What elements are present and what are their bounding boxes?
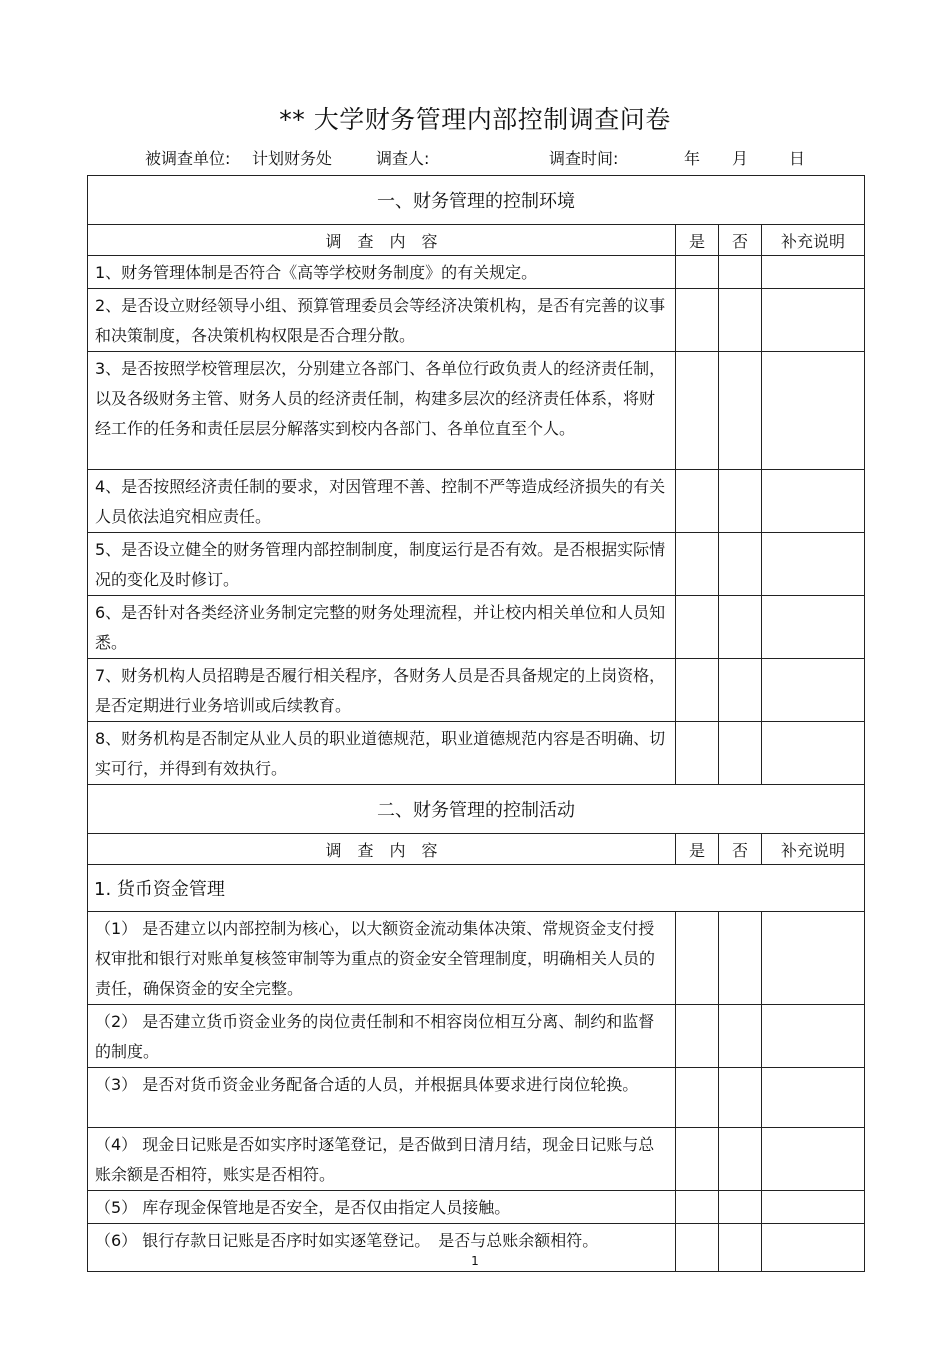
header-note: 补充说明 <box>762 225 865 256</box>
no-cell[interactable] <box>719 256 762 289</box>
yes-cell[interactable] <box>676 289 719 352</box>
question-text: 2、是否设立财经领导小组、预算管理委员会等经济决策机构，是否有完善的议事和决策制度，各决策机构权限是否合理分散。 <box>88 289 676 352</box>
unit-value: 计划财务处 <box>252 149 333 168</box>
question-text: （2） 是否建立货币资金业务的岗位责任制和不相容岗位相互分离、制约和监督的制度。 <box>88 1005 676 1068</box>
note-cell[interactable] <box>762 912 865 1005</box>
subsection-title: 1. 货币资金管理 <box>88 865 865 912</box>
time-label: 调查时间: <box>549 149 619 168</box>
yes-cell[interactable] <box>676 912 719 1005</box>
header-content: 调查内容 <box>88 834 676 865</box>
question-text: 7、财务机构人员招聘是否履行相关程序，各财务人员是否具备规定的上岗资格，是否定期进行业务培训或后续教育。 <box>88 659 676 722</box>
table-row <box>88 722 865 785</box>
no-cell[interactable] <box>719 1005 762 1068</box>
question-text: （3） 是否对货币资金业务配备合适的人员，并根据具体要求进行岗位轮换。 <box>88 1068 676 1128</box>
note-cell[interactable] <box>762 470 865 533</box>
yes-cell[interactable] <box>676 470 719 533</box>
question-text: （4） 现金日记账是否如实序时逐笔登记，是否做到日清月结，现金日记账与总账余额是否相符，账实是否相符。 <box>88 1128 676 1191</box>
no-cell[interactable] <box>719 1128 762 1191</box>
page-number: 1 <box>471 1254 479 1268</box>
no-cell[interactable] <box>719 1068 762 1128</box>
no-cell[interactable] <box>719 352 762 470</box>
table-row <box>88 912 865 1005</box>
question-text: （6） 银行存款日记账是否序时如实逐笔登记。 是否与总账余额相符。 <box>88 1224 676 1272</box>
section-2-title: 二、财务管理的控制活动 <box>88 785 865 834</box>
question-text: （5） 库存现金保管地是否安全，是否仅由指定人员接触。 <box>88 1191 676 1224</box>
table-row <box>88 352 865 470</box>
no-cell[interactable] <box>719 596 762 659</box>
note-cell[interactable] <box>762 1068 865 1128</box>
header-no: 否 <box>719 834 762 865</box>
question-text: 4、是否按照经济责任制的要求，对因管理不善、控制不严等造成经济损失的有关人员依法追究相应责任。 <box>88 470 676 533</box>
note-cell[interactable] <box>762 722 865 785</box>
table-row <box>88 289 865 352</box>
yes-cell[interactable] <box>676 533 719 596</box>
no-cell[interactable] <box>719 289 762 352</box>
note-cell[interactable] <box>762 596 865 659</box>
table-row <box>88 1068 865 1128</box>
page-title: ** 大学财务管理内部控制调查问卷 <box>279 105 671 134</box>
yes-cell[interactable] <box>676 256 719 289</box>
table-row <box>88 470 865 533</box>
day-label: 日 <box>789 149 806 168</box>
subsection-row <box>88 865 865 912</box>
note-cell[interactable] <box>762 1128 865 1191</box>
table-row <box>88 1191 865 1224</box>
header-no: 否 <box>719 225 762 256</box>
question-text: 3、是否按照学校管理层次，分别建立各部门、各单位行政负责人的经济责任制，以及各级财务主管、财务人员的经济责任制，构建多层次的经济责任体系，将财经工作的任务和责任层层分解落实到校内各部门、各单位直至个人。 <box>88 352 676 470</box>
note-cell[interactable] <box>762 1191 865 1224</box>
unit-label: 被调查单位: <box>145 149 231 168</box>
header-yes: 是 <box>676 834 719 865</box>
table-row <box>88 659 865 722</box>
yes-cell[interactable] <box>676 1005 719 1068</box>
table-row <box>88 533 865 596</box>
note-cell[interactable] <box>762 352 865 470</box>
note-cell[interactable] <box>762 256 865 289</box>
no-cell[interactable] <box>719 470 762 533</box>
header-note: 补充说明 <box>762 834 865 865</box>
yes-cell[interactable] <box>676 1068 719 1128</box>
question-text: 1、财务管理体制是否符合《高等学校财务制度》的有关规定。 <box>88 256 676 289</box>
section-2-row <box>88 785 865 834</box>
header-content: 调查内容 <box>88 225 676 256</box>
no-cell[interactable] <box>719 533 762 596</box>
question-text: 8、财务机构是否制定从业人员的职业道德规范，职业道德规范内容是否明确、切实可行，并得到有效执行。 <box>88 722 676 785</box>
table-row <box>88 1128 865 1191</box>
no-cell[interactable] <box>719 1191 762 1224</box>
yes-cell[interactable] <box>676 352 719 470</box>
table-row <box>88 1005 865 1068</box>
note-cell[interactable] <box>762 659 865 722</box>
yes-cell[interactable] <box>676 596 719 659</box>
question-text: 6、是否针对各类经济业务制定完整的财务处理流程，并让校内相关单位和人员知悉。 <box>88 596 676 659</box>
no-cell[interactable] <box>719 912 762 1005</box>
survey-table <box>87 175 865 1272</box>
yes-cell[interactable] <box>676 659 719 722</box>
surveyor-label: 调查人: <box>376 149 430 168</box>
question-text: （1） 是否建立以内部控制为核心，以大额资金流动集体决策、常规资金支付授权审批和银行对账单复核签审制等为重点的资金安全管理制度，明确相关人员的责任，确保资金的安全完整。 <box>88 912 676 1005</box>
note-cell[interactable] <box>762 1005 865 1068</box>
table-row <box>88 256 865 289</box>
yes-cell[interactable] <box>676 1191 719 1224</box>
yes-cell[interactable] <box>676 1128 719 1191</box>
month-label: 月 <box>732 149 749 168</box>
header-row <box>88 834 865 865</box>
yes-cell[interactable] <box>676 722 719 785</box>
year-label: 年 <box>684 149 701 168</box>
section-1-title: 一、财务管理的控制环境 <box>88 176 865 225</box>
header-row <box>88 225 865 256</box>
section-1-row <box>88 176 865 225</box>
table-row <box>88 596 865 659</box>
note-cell[interactable] <box>762 533 865 596</box>
note-cell[interactable] <box>762 289 865 352</box>
header-yes: 是 <box>676 225 719 256</box>
no-cell[interactable] <box>719 722 762 785</box>
question-text: 5、是否设立健全的财务管理内部控制制度，制度运行是否有效。是否根据实际情况的变化及时修订。 <box>88 533 676 596</box>
no-cell[interactable] <box>719 659 762 722</box>
